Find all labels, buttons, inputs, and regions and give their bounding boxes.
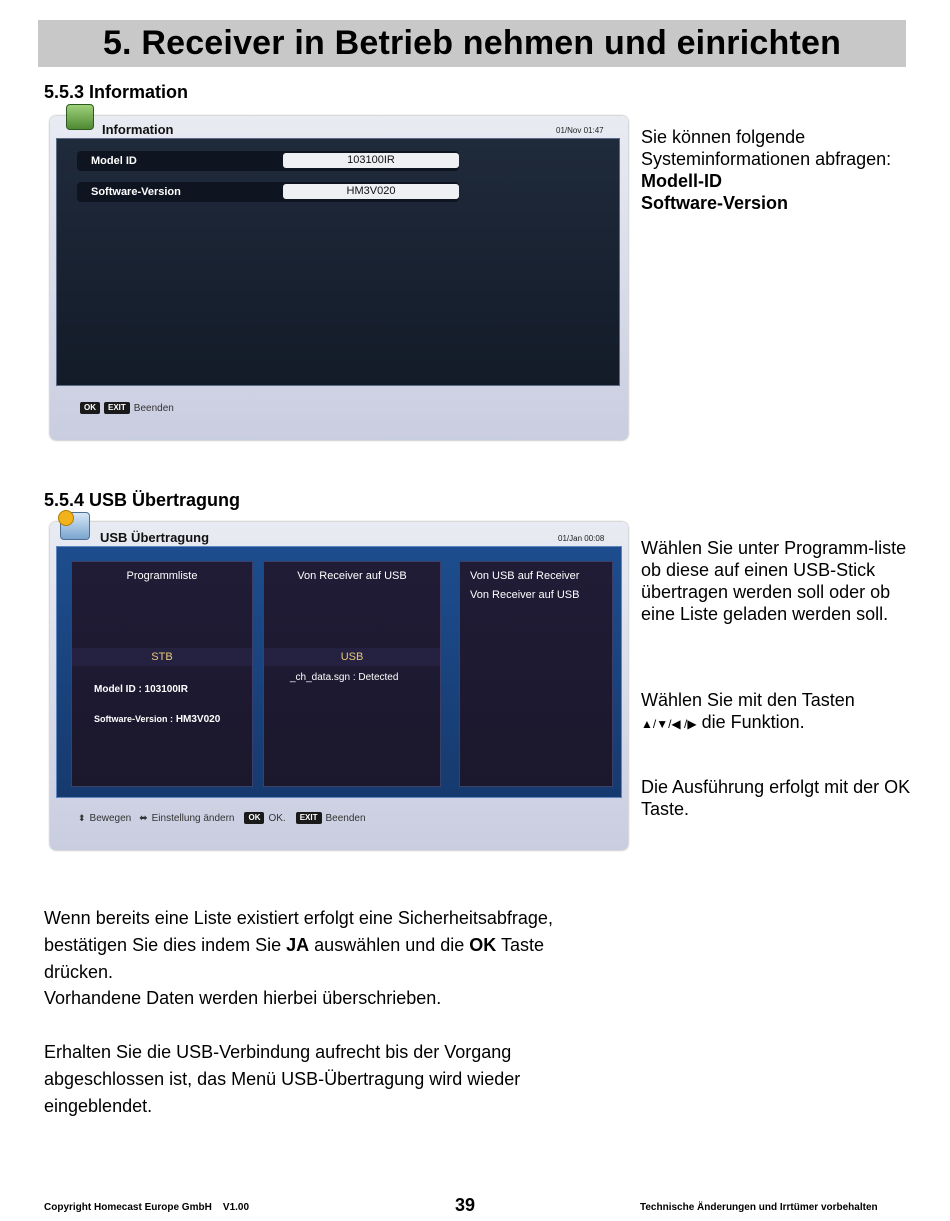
body-paragraph-usb-connection: Erhalten Sie die USB-Verbindung aufrecht bis der Vorgang abgeschlossen ist, das Menü USB-Übertragung wird wieder eingeblendet. xyxy=(44,1042,521,1116)
usb-description-1: Wählen Sie unter Programm-liste ob diese auf einen USB-Stick übertragen werden soll oder ob eine Liste geladen werden soll. xyxy=(641,538,907,624)
warning-icon xyxy=(58,510,74,526)
body-paragraph-overwrite: Vorhandene Daten werden hierbei überschrieben. xyxy=(44,988,442,1008)
screen-time: 01/Jan 00:08 xyxy=(558,534,605,543)
usb-description-2 xyxy=(641,689,911,735)
info-label: Software-Version xyxy=(91,186,181,198)
usb-desc2-suffix: die Funktion. xyxy=(701,712,805,732)
info-item-model: Modell-ID xyxy=(641,171,722,191)
usb-description-3: Die Ausführung erfolgt mit der OK Taste. xyxy=(641,777,911,819)
page-number: 39 xyxy=(455,1195,476,1215)
information-screen xyxy=(50,116,628,440)
software-version-value: HM3V020 xyxy=(175,714,221,725)
body-text-part: Wenn bereits eine Liste existiert erfolgt eine Sicherheitsabfrage, bestätigen Sie dies indem Sie xyxy=(44,908,553,955)
info-intro: Sie können folgende Systeminformationen abfragen: xyxy=(641,127,892,169)
footer-ok-label: OK. xyxy=(268,812,286,824)
footer-copyright: Copyright Homecast Europe GmbH V1.00 xyxy=(44,1202,250,1213)
chapter-title: 5. Receiver in Betrieb nehmen und einrichten xyxy=(102,24,842,62)
info-panel xyxy=(56,138,620,386)
panel-subheader-usb: USB xyxy=(264,648,440,666)
up-down-arrows-icon: ⬍ xyxy=(78,812,86,823)
info-label: Model ID xyxy=(91,155,137,167)
usb-panels xyxy=(56,546,622,798)
info-description xyxy=(641,126,911,214)
screen-title: USB Übertragung xyxy=(100,530,210,545)
footer-change: Einstellung ändern xyxy=(151,812,235,824)
screen-title: Information xyxy=(102,122,174,137)
info-value: HM3V020 xyxy=(283,184,459,199)
footer-move: Bewegen xyxy=(89,812,132,824)
screen-footer xyxy=(78,812,366,824)
info-row-model-id xyxy=(77,151,459,171)
model-id-text: Model ID : 103100IR xyxy=(94,684,188,695)
software-version-text xyxy=(94,714,220,725)
usb-screen xyxy=(50,522,628,850)
usb-desc2-prefix: Wählen Sie mit den Tasten xyxy=(641,690,855,710)
section-heading-usb: 5.5.4 USB Übertragung xyxy=(44,490,241,510)
body-bold-ok: OK xyxy=(469,935,497,955)
chapter-title-bar xyxy=(38,20,906,67)
body-text-part: Taste drücken. xyxy=(44,935,544,982)
section-heading-information: 5.5.3 Information xyxy=(44,82,189,102)
info-item-software: Software-Version xyxy=(641,193,789,213)
panel-subheader-stb: STB xyxy=(72,648,252,666)
footer-disclaimer: Technische Änderungen und Irrtümer vorbehalten xyxy=(640,1202,878,1213)
panel-options xyxy=(459,561,613,787)
panel-programmliste xyxy=(71,561,253,787)
info-row-software-version xyxy=(77,182,459,202)
usb-file-status: _ch_data.sgn : Detected xyxy=(290,672,399,683)
arrow-keys-icon: ▲/▼/◀ /▶ xyxy=(641,717,697,731)
info-value: 103100IR xyxy=(283,153,459,168)
option-usb-to-receiver[interactable]: Von USB auf Receiver xyxy=(470,570,580,582)
footer-exit-label: Beenden xyxy=(325,812,366,824)
body-text-part: auswählen und die xyxy=(309,935,470,955)
screen-footer xyxy=(80,402,174,414)
information-icon xyxy=(66,104,94,130)
left-right-arrows-icon: ⬌ xyxy=(139,812,148,824)
footer-action: Beenden xyxy=(133,402,174,414)
ok-key: OK xyxy=(80,402,100,414)
body-paragraph-confirmation xyxy=(44,905,604,986)
option-receiver-to-usb[interactable]: Von Receiver auf USB xyxy=(470,589,580,601)
panel-header: Programmliste xyxy=(126,570,198,582)
exit-key: EXIT xyxy=(296,812,322,824)
body-bold-ja: JA xyxy=(286,935,310,955)
panel-von-receiver-auf-usb xyxy=(263,561,441,787)
ok-key: OK xyxy=(244,812,264,824)
exit-key: EXIT xyxy=(104,402,130,414)
software-version-label: Software-Version : xyxy=(94,714,174,724)
panel-header: Von Receiver auf USB xyxy=(297,570,407,582)
screen-time: 01/Nov 01:47 xyxy=(556,126,604,135)
